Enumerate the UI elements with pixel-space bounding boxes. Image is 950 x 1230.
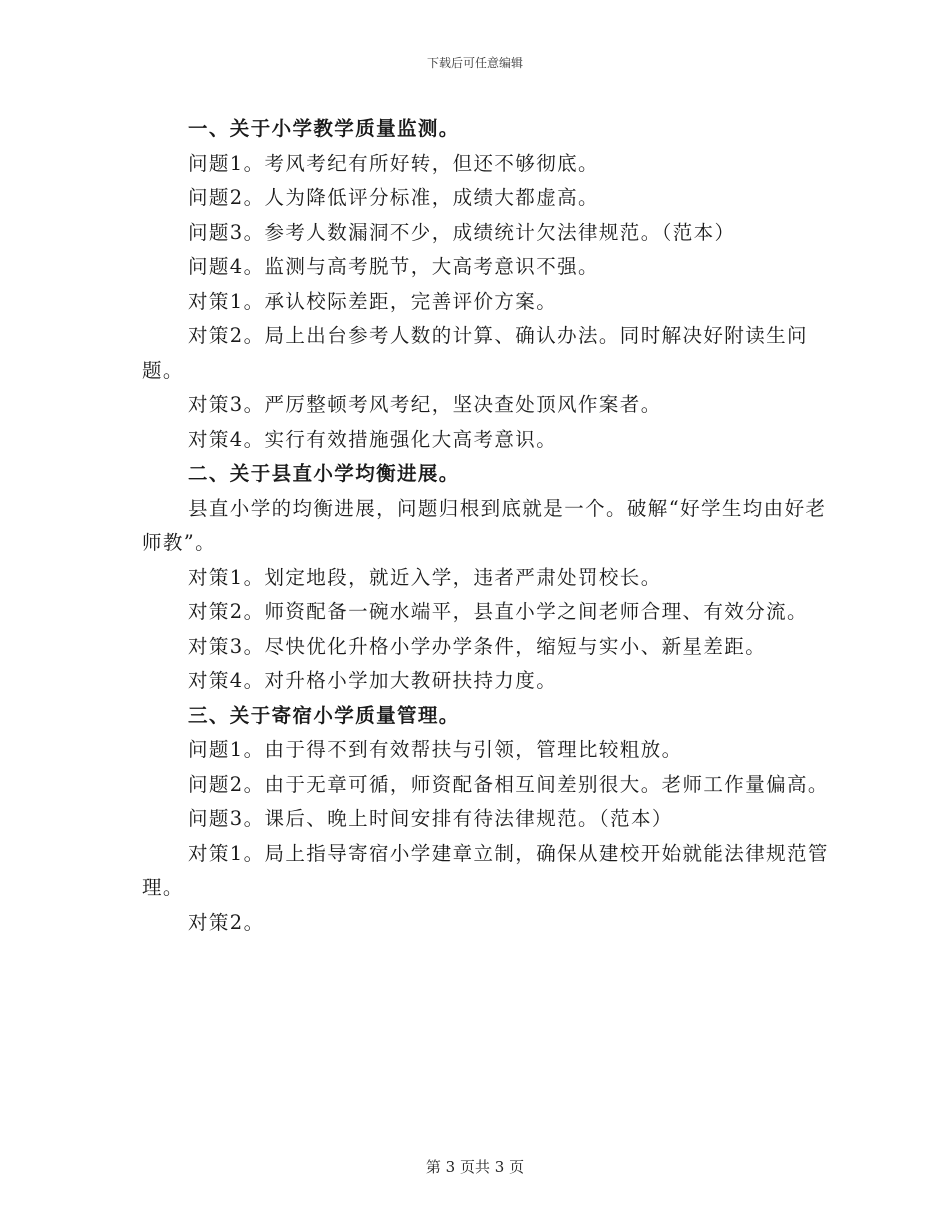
paragraph: 县直小学的均衡进展，问题归根到底就是一个。破解“好学生均由好老师教”。 bbox=[142, 496, 827, 554]
paragraph: 对策2。局上出台参考人数的计算、确认办法。同时解决好附读生问题。 bbox=[142, 324, 808, 382]
paragraph: 问题2。人为降低评分标准，成绩大都虚高。 bbox=[188, 186, 599, 209]
page-number: 第 3 页共 3 页 bbox=[425, 1158, 525, 1176]
section-heading: 二、关于县直小学均衡进展。 bbox=[188, 462, 460, 485]
paragraph: 问题1。考风考纪有所好转，但还不够彻底。 bbox=[188, 151, 599, 175]
paragraph: 问题3。课后、晚上时间安排有待法律规范。（范本） bbox=[188, 807, 673, 830]
paragraph: 对策1。承认校际差距，完善评价方案。 bbox=[188, 289, 558, 313]
paragraph: 对策3。严厉整顿考风考纪，坚决查处顶风作案者。 bbox=[188, 393, 662, 416]
section-heading: 一、关于小学教学质量监测。 bbox=[188, 117, 460, 140]
paragraph: 问题4。监测与高考脱节，大高考意识不强。 bbox=[188, 255, 599, 278]
paragraph: 对策2。师资配备一碗水端平，县直小学之间老师合理、有效分流。 bbox=[188, 600, 808, 623]
paragraph: 对策1。划定地段，就近入学，违者严肃处罚校长。 bbox=[188, 565, 662, 589]
paragraph: 对策3。尽快优化升格小学办学条件，缩短与实小、新星差距。 bbox=[188, 634, 767, 658]
section-heading: 三、关于寄宿小学质量管理。 bbox=[188, 703, 460, 727]
paragraph: 对策4。对升格小学加大教研扶持力度。 bbox=[188, 669, 558, 692]
paragraph: 问题2。由于无章可循，师资配备相互间差别很大。老师工作量偏高。 bbox=[188, 772, 829, 796]
paragraph: 对策1。局上指导寄宿小学建章立制，确保从建校开始就能法律规范管理。 bbox=[142, 841, 829, 899]
document-body bbox=[142, 112, 832, 940]
paragraph: 对策2。 bbox=[188, 910, 265, 934]
page-header-note: 下载后可任意编辑 bbox=[426, 56, 523, 70]
paragraph: 问题1。由于得不到有效帮扶与引领，管理比较粗放。 bbox=[188, 738, 683, 761]
paragraph: 问题3。参考人数漏洞不少，成绩统计欠法律规范。（范本） bbox=[188, 220, 736, 244]
paragraph: 对策4。实行有效措施强化大高考意识。 bbox=[188, 427, 558, 451]
